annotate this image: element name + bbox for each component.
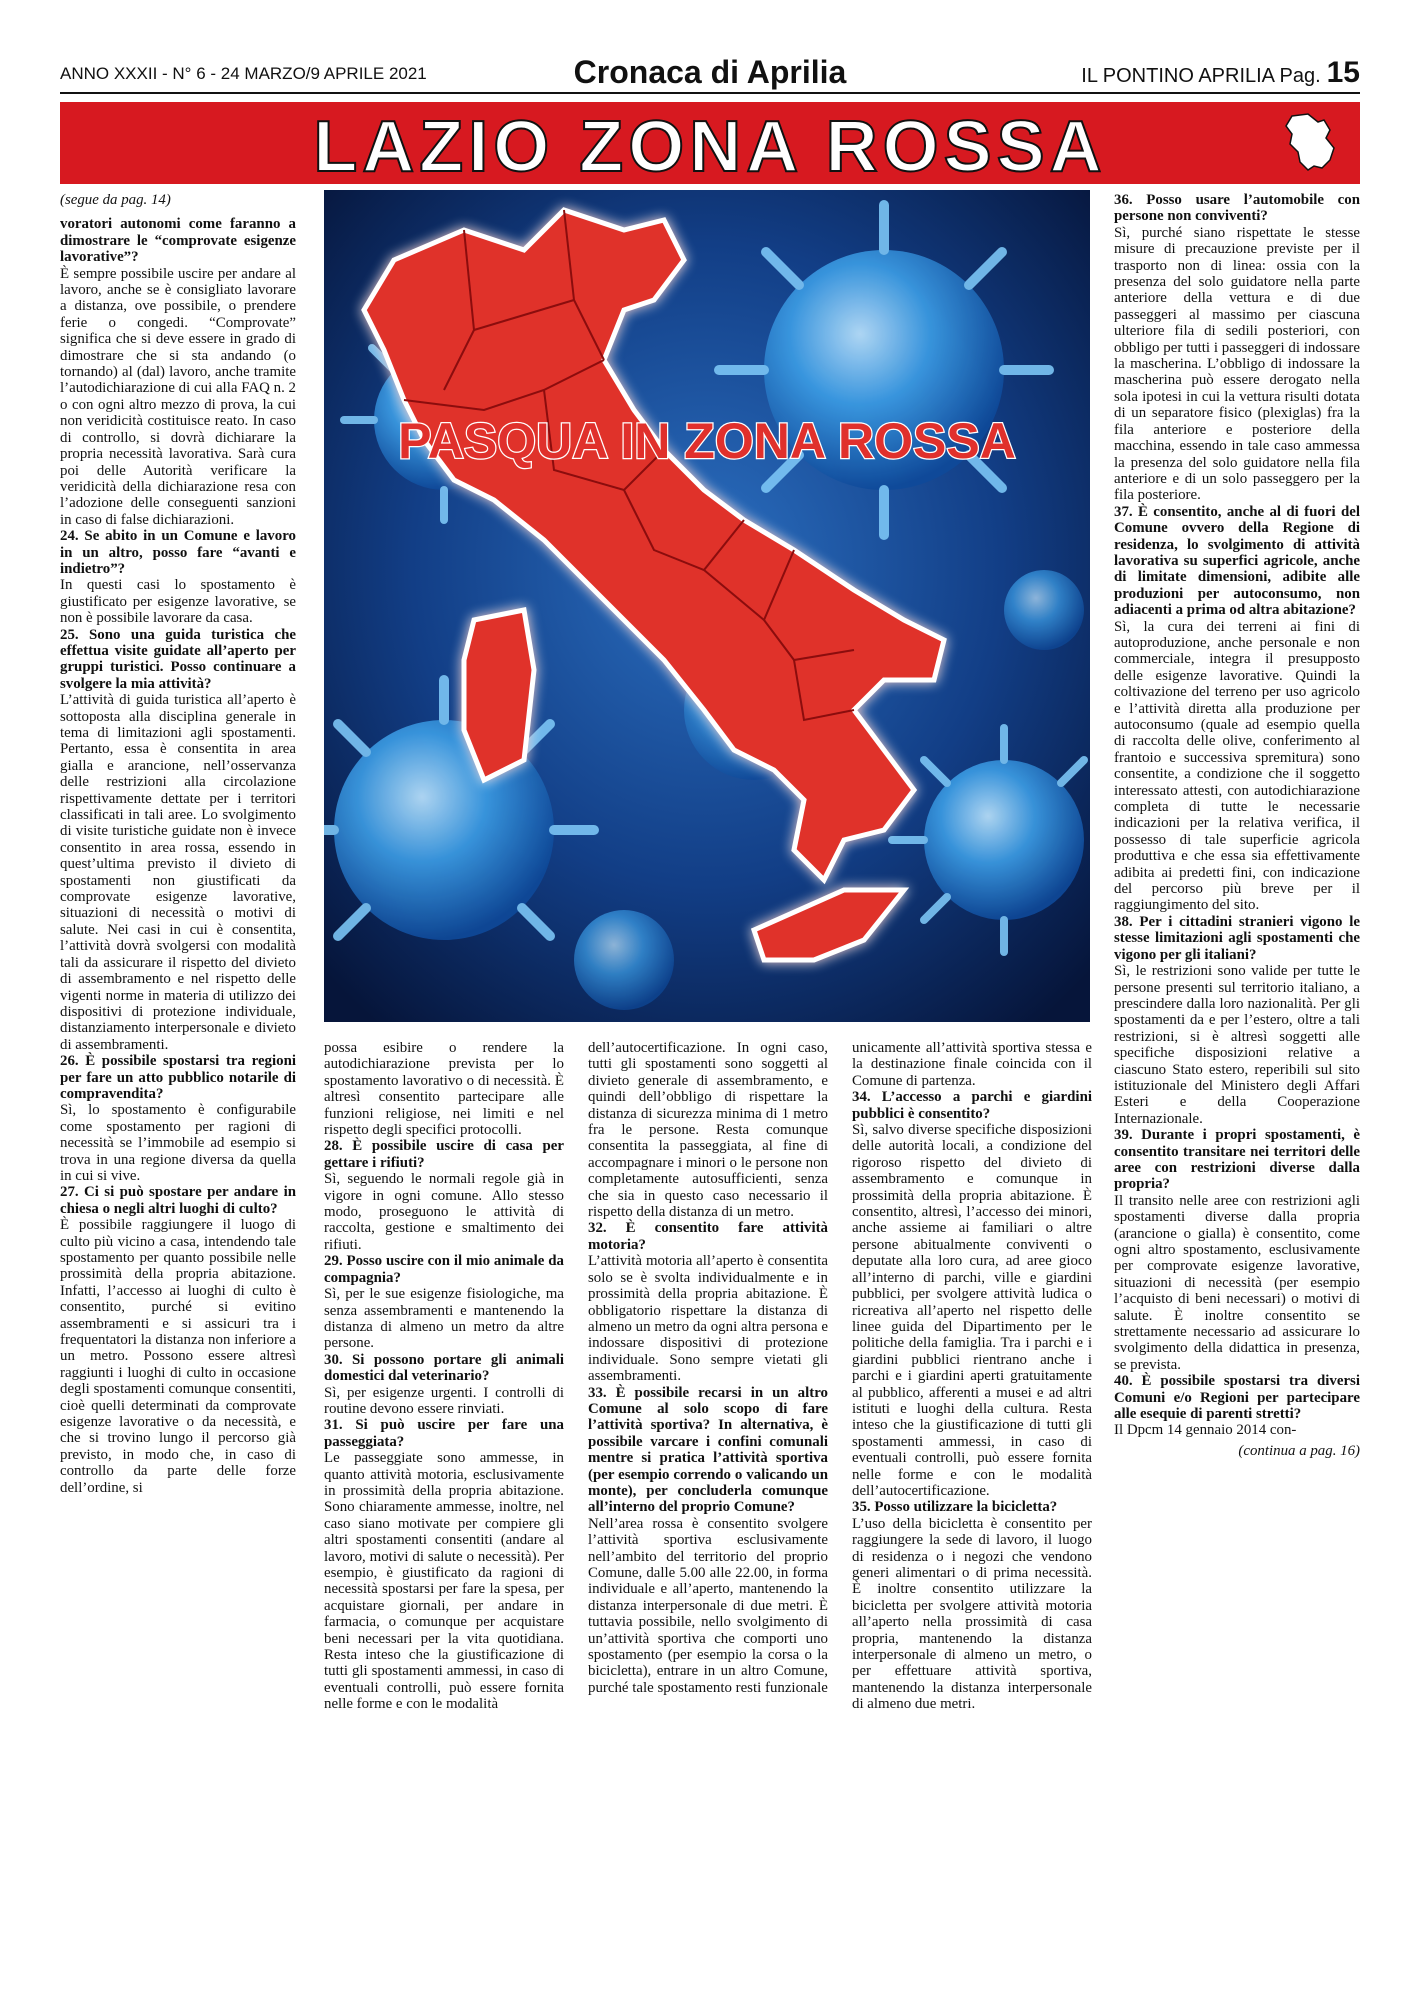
question-38: 38. Per i cittadini stranieri vigono le stesse limitazioni agli spostamenti che vigono per gli italiani? xyxy=(1114,913,1360,963)
answer-28: Sì, seguendo le normali regole già in vigore in ogni comune. Allo stesso modo, proseguono le attività di raccolta, gestione e smaltimento dei rifiuti. xyxy=(324,1171,564,1253)
question-31: 31. Si può uscire per fare una passeggiata? xyxy=(324,1417,564,1450)
question-36: 36. Posso usare l’automobile con persone non conviventi? xyxy=(1114,192,1360,225)
column-5 xyxy=(1114,192,1360,1459)
answer-34: Sì, salvo diverse specifiche disposizioni delle autorità locali, a condizione del rigoroso rispetto del divieto di assembramento e comunque in prossimità della propria abitazione. È consentito, altresì, l’accesso dei minori, anche assieme ai familiari o altre persone abitualmente conviventi o deputate alla loro cura, ad aree gioco all’interno di parchi, ville e giardini pubblici, per svolgere attività ludica o ricreativa all’aperto nel rispetto delle linee guida del Dipartimento per le politiche della famiglia. Tra i parchi e i giardini pubblici rientrano anche i parchi e i giardini aperti gratuitamente al pubblico, afferenti a musei e ad altri istituti e luoghi della cultura. Resta inteso che la giustificazione di tutti gli spostamenti ammessi, in caso di eventuali controlli, può essere fornita nelle forme e con le modalità dell’autocertificazione. xyxy=(852,1122,1092,1499)
column-3 xyxy=(588,1040,828,1696)
lazio-map-icon xyxy=(1278,108,1348,178)
question-34: 34. L’accesso a parchi e giardini pubblici è consentito? xyxy=(852,1089,1092,1122)
answer-27: È possibile raggiungere il luogo di culto più vicino a casa, intendendo tale spostamento per quanto possibile nelle prossimità della propria abitazione. Infatti, l’accesso ai luoghi di culto è consentito, purché si evitino assembramenti e si assicuri tra i frequentatori la distanza non inferiore a un metro. Possono essere altresì raggiunti i luoghi di culto in occasione degli spostamenti comunque consentiti, cioè quelli determinati da comprovate esigenze lavorative o da necessità, e che si trovino lungo il percorso già previsto, in modo che, in caso di controllo da parte delle forze dell’ordine, si xyxy=(60,1217,296,1496)
publication-name: IL PONTINO APRILIA Pag. xyxy=(1081,65,1321,87)
question-23-tail: voratori autonomi come faranno a dimostrare le “comprovate esigenze lavorative”? xyxy=(60,216,296,266)
answer-27-tail: possa esibire o rendere la autodichiarazione prevista per lo spostamento lavorativo o di necessità. È altresì consentito partecipare alle funzioni religiose, nei limiti e nel rispetto degli specifici protocolli. xyxy=(324,1040,564,1139)
question-29: 29. Posso uscire con il mio animale da compagnia? xyxy=(324,1253,564,1286)
banner-title: LAZIO ZONA ROSSA xyxy=(313,107,1107,187)
answer-32: L’attività motoria all’aperto è consentita solo se è svolta individualmente e in prossimità della propria abitazione. È obbligatorio rispettare la distanza di almeno un metro da ogni altra persona e indossare dispositivi di protezione individuale. Sono sempre vietati gli assembramenti. xyxy=(588,1253,828,1385)
answer-37: Sì, la cura dei terreni ai fini di autoproduzione, anche personale e non commerciale, integra il presupposto delle esigenze lavorative. Quindi la coltivazione del terreno per uso agricolo e l’attività diretta alla produzione per autoconsumo (quale ad esempio quella di raccolta delle olive, conferimento al frantoio e successiva spremitura) sono consentite, a condizione che il soggetto interessato attesti, con autodichiarazione completa di tutte le necessarie indicazioni per la relativa verifica, il possesso di tale superficie agricola produttiva e che essa sia effettivamente adibita ai predetti fini, con indicazione del percorso più breve per il raggiungimento del sito. xyxy=(1114,618,1360,914)
header-rule xyxy=(60,92,1360,94)
answer-30: Sì, per esigenze urgenti. I controlli di routine devono essere rinviati. xyxy=(324,1384,564,1417)
section-title: Cronaca di Aprilia xyxy=(573,54,847,90)
answer-40-start: Il Dpcm 14 gennaio 2014 con- xyxy=(1114,1422,1297,1439)
question-35: 35. Posso utilizzare la bicicletta? xyxy=(852,1499,1058,1516)
question-32: 32. È consentito fare attività motoria? xyxy=(588,1220,828,1253)
question-25: 25. Sono una guida turistica che effettua visite guidate all’aperto per gruppi turistici. Posso continuare a svolgere la mia attività? xyxy=(60,626,296,692)
question-26: 26. È possibile spostarsi tra regioni per fare un atto pubblico notarile di compravendita? xyxy=(60,1053,296,1102)
answer-35: L’uso della bicicletta è consentito per raggiungere la sede di lavoro, il luogo di residenza o i negozi che vendono generi alimentari o di prima necessità. È inoltre consentito utilizzare la bicicletta per svolgere attività motoria all’aperto nella prossimità di casa propria, mantenendo la distanza interpersonale di almeno un metro, o per effettuare attività sportiva, mantenendo la distanza interpersonale di almeno due metri. xyxy=(852,1515,1092,1713)
question-30: 30. Si possono portare gli animali domestici dal veterinario? xyxy=(324,1351,564,1385)
question-40: 40. È possibile spostarsi tra diversi Comuni e/o Regioni per partecipare alle esequie di parenti stretti? xyxy=(1114,1373,1360,1423)
answer-25: L’attività di guida turistica all’aperto è sottoposta alla disciplina generale in tema di limitazioni agli spostamenti. Pertanto, essa è consentita in area gialla e arancione, nell’osservanza delle restrizioni alla circolazione rispettivamente dettate per i territori classificati in tali aree. Lo svolgimento di visite turistiche guidate non è invece consentito in area rossa, essendo in quest’ultima previsto il divieto di spostamenti non giustificati da comprovate esigenze lavorative, situazioni di necessità o motivi di salute. Nei casi in cui è consentita, l’attività dovrà svolgersi con modalità tali da assicurare il rispetto del divieto di assembramento e nel rispetto delle vigenti norme in materia di utilizzo dei dispositivi di protezione individuale, distanziamento interpersonale e divieto di assembramenti. xyxy=(60,692,296,1053)
question-24: 24. Se abito in un Comune e lavoro in un altro, posso fare “avanti e indietro”? xyxy=(60,528,296,577)
photo-headline: PASQUA IN ZONA ROSSA xyxy=(398,413,1016,469)
continued-to-note: (continua a pag. 16) xyxy=(1238,1442,1360,1459)
answer-33: Nell’area rossa è consentito svolgere l’attività sportiva esclusivamente nell’ambito del territorio del proprio Comune, dalle 5.00 alle 22.00, in forma individuale e all’aperto, mantenendo la distanza interpersonale di due metri. È tuttavia possibile, nello svolgimento di un’attività sportiva che comporti uno spostamento (per esempio la corsa o la bicicletta), entrare in un altro Comune, purché tale spostamento resti funzionale xyxy=(588,1515,828,1696)
italy-virus-image xyxy=(324,190,1090,1022)
answer-23: È sempre possibile uscire per andare al lavoro, anche se è consigliato lavorare a distanza, ove possibile, o prendere ferie o congedi. “Comprovate” significa che si deve essere in grado di dimostrare che si sta andando (o tornando) al (dal) lavoro, anche tramite l’autodichiarazione di cui alla FAQ n. 2 o con ogni altro mezzo di prova, la cui non veridicità costituisce reato. In caso di controllo, si dovrà dichiarare la propria necessità lavorativa. Sarà cura poi delle Autorità verificare la veridicità della dichiarazione resa con l’adozione delle conseguenti sanzioni in caso di false dichiarazioni. xyxy=(60,265,296,528)
answer-33-tail: unicamente all’attività sportiva stessa e la destinazione finale coincida con il Comune di partenza. xyxy=(852,1040,1092,1089)
answer-24: In questi casi lo spostamento è giustificato per esigenze lavorative, se non è possibile lavorare da casa. xyxy=(60,577,296,627)
answer-26: Sì, lo spostamento è configurabile come spostamento per ragioni di necessità se l’immobile ad esempio si trova in una regione diversa da quella in cui si vive. xyxy=(60,1102,296,1184)
question-27: 27. Ci si può spostare per andare in chiesa o negli altri luoghi di culto? xyxy=(60,1184,296,1217)
answer-31-tail: dell’autocertificazione. In ogni caso, tutti gli spostamenti sono soggetti al divieto generale di assembramento, e quindi dell’obbligo di rispettare la distanza di sicurezza minima di 1 metro fra le persone. Resta comunque consentita la passeggiata, al fine di accompagnare i minori o le persone non completamente autosufficienti, senza che sia in questo caso necessario il rispetto della distanza di un metro. xyxy=(588,1040,828,1221)
illustration-italy-virus xyxy=(324,190,1090,1022)
answer-39: Il transito nelle aree con restrizioni agli spostamenti diverse dalla propria (arancione o gialla) è consentito, come ogni altro spostamento, esclusivamente per comprovate esigenze lavorative, situazioni di necessità (per esempio l’acquisto di beni necessari) o motivi di salute. È inoltre consentito se strettamente necessario ad assicurare lo svolgimento della didattica in presenza, se prevista. xyxy=(1114,1192,1360,1373)
issue-info: ANNO XXXII - N° 6 - 24 MARZO/9 APRILE 2021 xyxy=(60,64,427,83)
answer-36: Sì, purché siano rispettate le stesse misure di precauzione previste per il trasporto non di linea: ossia con la presenza del solo guidatore nella parte anteriore della vettura e di due passeggeri al massimo per ciascuna ulteriore fila di sedili posteriori, con obbligo per tutti i passeggeri di indossare la mascherina. L’obbligo di indossare la mascherina può essere derogato nella sola ipotesi in cui la vettura risulti dotata di un separatore fisico (plexiglas) fra la fila anteriore e posteriore della macchina, essendo in tale caso ammessa la presenza del solo guidatore nella fila anteriore e di un solo passeggero per la fila posteriore. xyxy=(1114,224,1360,504)
page-number: 15 xyxy=(1326,56,1360,89)
column-1 xyxy=(60,192,296,1496)
question-37: 37. È consentito, anche al di fuori del Comune ovvero della Regione di residenza, lo svolgimento di attività lavorativa su superfici agricole, anche di limitate dimensioni, adibite alle produzioni per autoconsumo, non adiacenti a prima od altra abitazione? xyxy=(1114,503,1360,619)
publication-info xyxy=(1081,56,1360,90)
continued-from-note: (segue da pag. 14) xyxy=(60,192,171,208)
question-28: 28. È possibile uscire di casa per gettare i rifiuti? xyxy=(324,1138,564,1171)
answer-29: Sì, per le sue esigenze fisiologiche, ma senza assembramenti e mantenendo la distanza di almeno un metro da altre persone. xyxy=(324,1286,564,1352)
question-39: 39. Durante i propri spostamenti, è consentito transitare nei territori delle aree con restrizioni diverse dalla propria? xyxy=(1114,1127,1360,1193)
headline-banner xyxy=(60,102,1360,187)
answer-38: Sì, le restrizioni sono valide per tutte le persone presenti sul territorio italiano, a prescindere dalla loro nazionalità. Per gli spostamenti da e per l’estero, oltre a tali restrizioni, si è altresì soggetti alle specifiche disposizioni relative a ciascuno Stato estero, reperibili sul sito istituzionale del Ministero degli Affari Esteri e della Cooperazione Internazionale. xyxy=(1114,963,1360,1127)
column-4 xyxy=(852,1040,1092,1713)
answer-31: Le passeggiate sono ammesse, in quanto attività motoria, esclusivamente in prossimità della propria abitazione. Sono chiaramente ammesse, inoltre, nel caso siano motivate per compiere gli altri spostamenti consentiti (andare al lavoro, motivi di salute o necessità). Per esempio, è giustificato da ragioni di necessità spostarsi per fare la spesa, per acquistare giornali, per andare in farmacia, o comunque per acquistare beni necessari per la vita quotidiana. Resta inteso che la giustificazione di tutti gli spostamenti ammessi, in caso di eventuali controlli, può essere fornita nelle forme e con le modalità xyxy=(324,1450,564,1713)
column-2 xyxy=(324,1040,564,1713)
question-33: 33. È possibile recarsi in un altro Comune al solo scopo di fare l’attività sportiva? In alternativa, è possibile varcare i confini comunali mentre si pratica l’attività sportiva (per esempio correndo o valicando un monte), per concluderla comunque all’interno del proprio Comune? xyxy=(588,1384,828,1516)
